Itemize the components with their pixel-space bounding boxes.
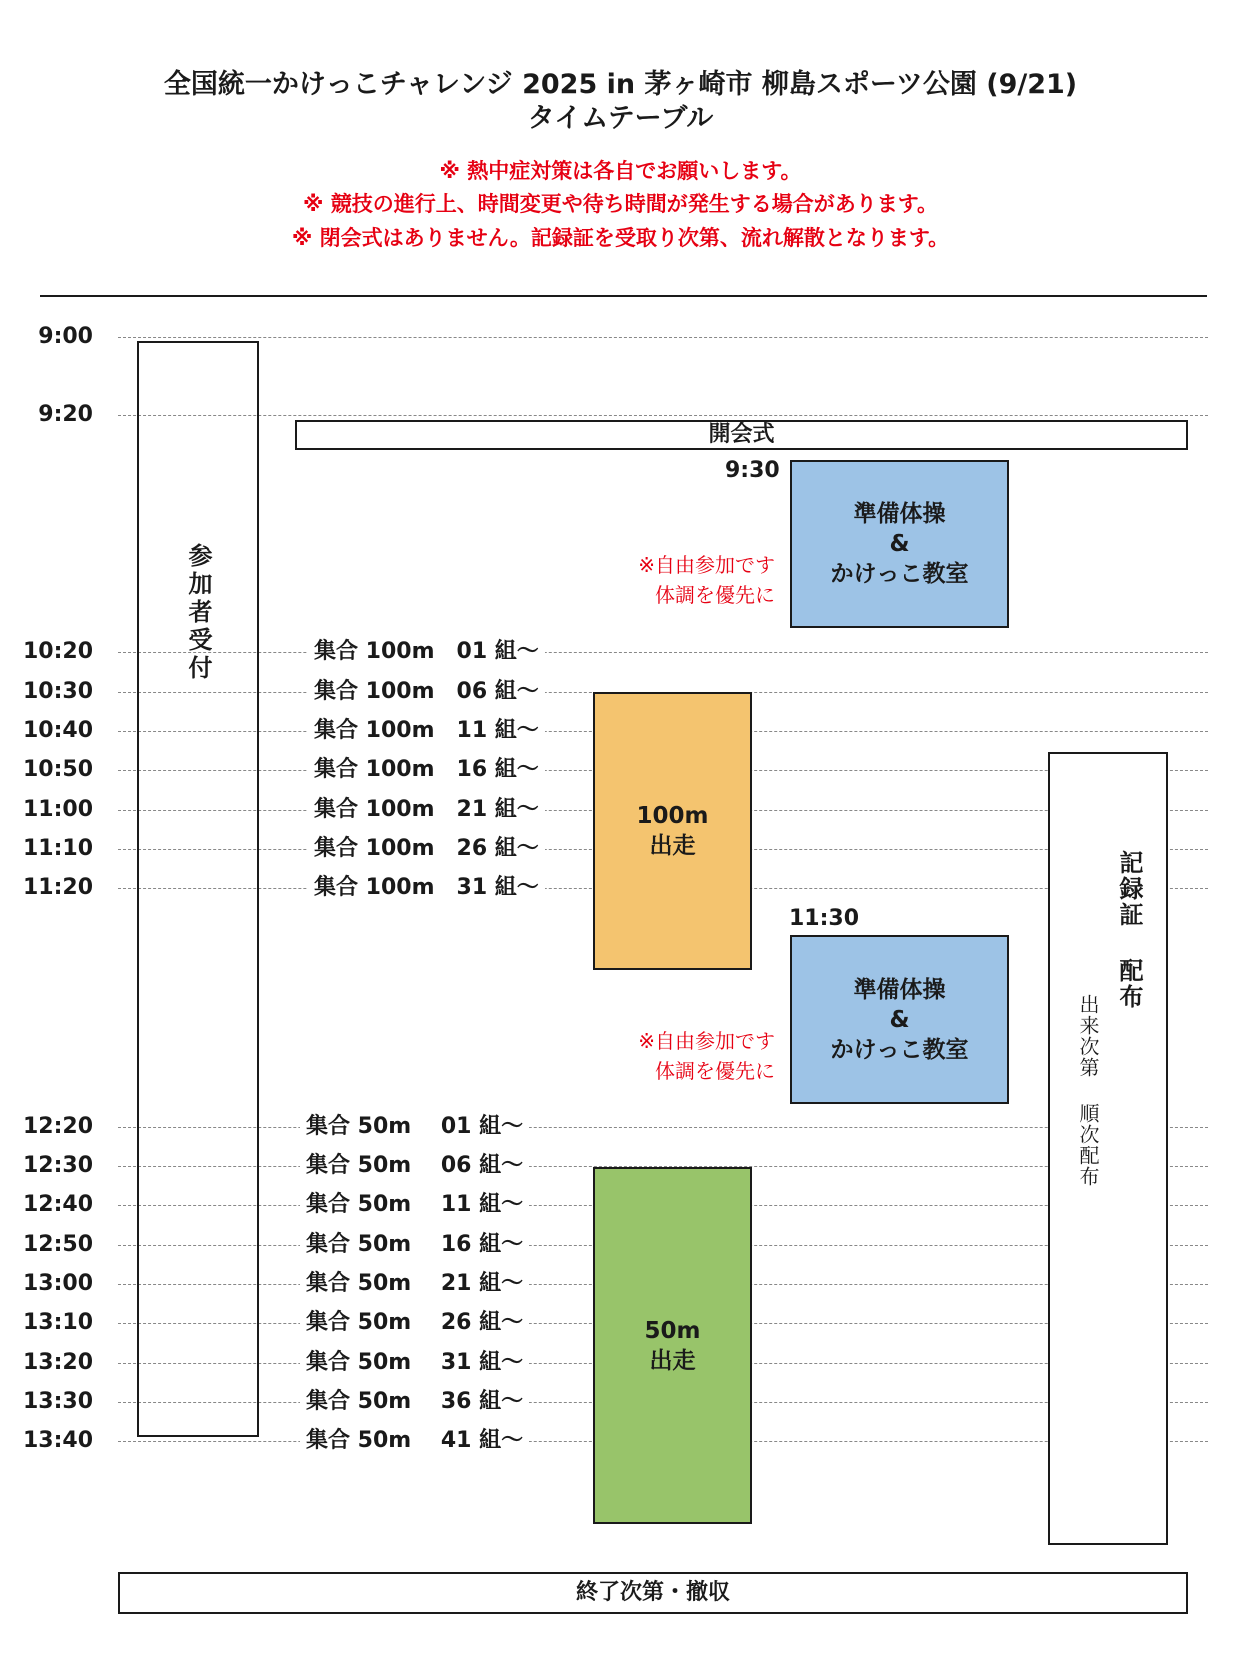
run-50m-line1: 50m xyxy=(644,1317,701,1344)
time-label: 11:00 xyxy=(22,797,93,822)
assemble-label: 集合 100m 11 組～ xyxy=(308,718,545,744)
time-label: 10:50 xyxy=(22,757,93,782)
run-100m-line2: 出走 xyxy=(649,833,696,859)
warmup2-free-note xyxy=(560,1026,775,1086)
time-label: 13:40 xyxy=(22,1428,93,1453)
run-100m-line1: 100m xyxy=(636,803,709,829)
free-note-line2: 体調を優先に xyxy=(655,1059,775,1083)
notice-heatstroke: ※ 熱中症対策は各自でお願いします。 xyxy=(439,159,802,183)
assemble-label: 集合 100m 21 組～ xyxy=(308,797,545,823)
opening-ceremony-label: 開会式 xyxy=(708,422,775,447)
time-label: 12:50 xyxy=(22,1232,93,1257)
time-label: 12:40 xyxy=(22,1192,93,1217)
run-100m-block xyxy=(593,692,752,970)
page-title: 全国統一かけっこチャレンジ 2025 in 茅ヶ崎市 柳島スポーツ公園 (9/21) xyxy=(163,69,1078,100)
time-guide-line xyxy=(118,337,1208,338)
time-label: 13:10 xyxy=(22,1310,93,1335)
certificate-title: 記録証 配布 xyxy=(1115,850,1143,1010)
assemble-label: 集合 50m 01 組～ xyxy=(300,1114,529,1140)
warmup2-block xyxy=(790,935,1009,1104)
certificate-subtitle: 出来次第 順次配布 xyxy=(1076,994,1100,1187)
assemble-label: 集合 50m 11 組～ xyxy=(300,1192,529,1218)
free-note-line1: ※自由参加です xyxy=(638,1029,775,1053)
time-label: 12:30 xyxy=(22,1153,93,1178)
warmup1-line2: & xyxy=(889,531,910,557)
assemble-label: 集合 100m 26 組～ xyxy=(308,836,545,862)
assemble-label: 集合 50m 21 組～ xyxy=(300,1271,529,1297)
assemble-label: 集合 50m 41 組～ xyxy=(300,1428,529,1454)
time-label: 13:20 xyxy=(22,1350,93,1375)
time-label: 11:20 xyxy=(22,875,93,900)
time-label: 13:00 xyxy=(22,1271,93,1296)
assemble-label: 集合 50m 36 組～ xyxy=(300,1389,529,1415)
time-guide-line xyxy=(118,1127,1208,1128)
time-label: 10:20 xyxy=(22,639,93,664)
warmup2-line2: & xyxy=(889,1006,910,1033)
run-50m-line2: 出走 xyxy=(649,1347,696,1374)
warmup1-time: 9:30 xyxy=(725,458,780,483)
run-50m-block xyxy=(593,1167,752,1524)
time-label: 12:20 xyxy=(22,1114,93,1139)
time-label: 11:10 xyxy=(22,836,93,861)
closing-label: 終了次第・撤収 xyxy=(575,1580,730,1605)
free-note-line2: 体調を優先に xyxy=(655,583,775,607)
notice-schedule-change: ※ 競技の進行上、時間変更や待ち時間が発生する場合があります。 xyxy=(302,192,939,216)
assemble-label: 集合 50m 06 組～ xyxy=(300,1153,529,1179)
opening-ceremony-block xyxy=(295,420,1188,450)
time-guide-line xyxy=(118,652,1208,653)
time-guide-line xyxy=(118,415,1208,416)
time-label: 10:30 xyxy=(22,679,93,704)
warmup1-block xyxy=(790,460,1009,628)
closing-block xyxy=(118,1572,1188,1614)
assemble-label: 集合 100m 06 組～ xyxy=(308,679,545,705)
time-label: 10:40 xyxy=(22,718,93,743)
page-subtitle: タイムテーブル xyxy=(527,103,714,134)
certificate-block xyxy=(1048,752,1168,1545)
warmup1-line1: 準備体操 xyxy=(853,501,946,527)
assemble-label: 集合 50m 26 組～ xyxy=(300,1310,529,1336)
warmup1-line3: かけっこ教室 xyxy=(830,561,969,587)
assemble-label: 集合 100m 01 組～ xyxy=(308,639,545,665)
reception-block xyxy=(137,341,259,1437)
time-label: 9:00 xyxy=(38,324,93,349)
free-note-line1: ※自由参加です xyxy=(638,553,775,577)
header-divider xyxy=(40,295,1207,297)
time-label: 9:20 xyxy=(38,402,93,427)
time-label: 13:30 xyxy=(22,1389,93,1414)
assemble-label: 集合 100m 16 組～ xyxy=(308,757,545,783)
warmup2-time: 11:30 xyxy=(789,906,860,931)
assemble-label: 集合 50m 16 組～ xyxy=(300,1232,529,1258)
warmup1-free-note xyxy=(560,550,775,610)
reception-label: 参加者受付 xyxy=(184,543,212,683)
warmup2-line1: 準備体操 xyxy=(853,976,946,1003)
assemble-label: 集合 50m 31 組～ xyxy=(300,1350,529,1376)
warmup2-line3: かけっこ教室 xyxy=(830,1036,969,1063)
notice-no-closing-ceremony: ※ 閉会式はありません。記録証を受取り次第、流れ解散となります。 xyxy=(291,226,950,250)
assemble-label: 集合 100m 31 組～ xyxy=(308,875,545,901)
